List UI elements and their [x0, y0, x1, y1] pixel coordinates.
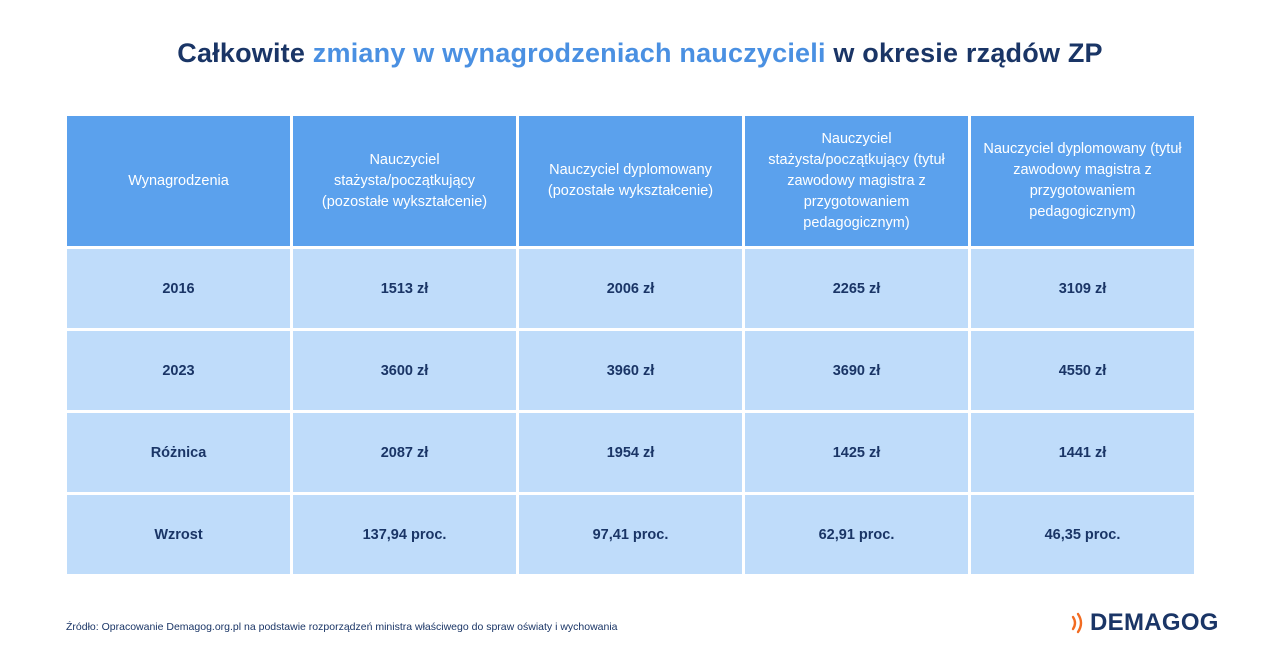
column-header: Nauczyciel dyplomowany (pozostałe wykształcenie) — [519, 116, 742, 246]
table-header-row — [67, 116, 1194, 246]
logo-text: DEMAGOG — [1090, 609, 1219, 636]
table-cell: 137,94 proc. — [293, 495, 516, 574]
table-cell: 62,91 proc. — [745, 495, 968, 574]
table-cell: 2087 zł — [293, 413, 516, 492]
table-row — [67, 331, 1194, 410]
table-cell: 3690 zł — [745, 331, 968, 410]
row-label: 2016 — [67, 249, 290, 328]
column-header: Nauczyciel stażysta/początkujący (tytuł zawodowy magistra z przygotowaniem pedagogicznym) — [745, 116, 968, 246]
title-part2: w okresie rządów ZP — [833, 38, 1103, 68]
table-cell: 2265 zł — [745, 249, 968, 328]
table-cell: 1441 zł — [971, 413, 1194, 492]
source-note: Źródło: Opracowanie Demagog.org.pl na podstawie rozporządzeń ministra właściwego do spraw oświaty i wychowania — [66, 621, 618, 633]
table-row — [67, 495, 1194, 574]
sound-waves-icon — [1070, 612, 1086, 634]
demagog-logo — [1070, 609, 1219, 637]
row-label: Różnica — [67, 413, 290, 492]
table-cell: 3600 zł — [293, 331, 516, 410]
table-cell: 46,35 proc. — [971, 495, 1194, 574]
column-header: Nauczyciel dyplomowany (tytuł zawodowy magistra z przygotowaniem pedagogicznym) — [971, 116, 1194, 246]
row-label: 2023 — [67, 331, 290, 410]
table-cell: 2006 zł — [519, 249, 742, 328]
title-part1: Całkowite — [177, 38, 306, 68]
table-cell: 1425 zł — [745, 413, 968, 492]
column-header: Wynagrodzenia — [67, 116, 290, 246]
table-cell: 1954 zł — [519, 413, 742, 492]
salary-table — [64, 113, 1197, 577]
table-cell: 3960 zł — [519, 331, 742, 410]
table-cell: 4550 zł — [971, 331, 1194, 410]
row-label: Wzrost — [67, 495, 290, 574]
table-cell: 97,41 proc. — [519, 495, 742, 574]
table-row — [67, 413, 1194, 492]
column-header: Nauczyciel stażysta/początkujący (pozostałe wykształcenie) — [293, 116, 516, 246]
table-row — [67, 249, 1194, 328]
table-cell: 1513 zł — [293, 249, 516, 328]
title-highlight: zmiany w wynagrodzeniach nauczycieli — [312, 38, 826, 68]
page-title — [0, 38, 1280, 69]
table-cell: 3109 zł — [971, 249, 1194, 328]
